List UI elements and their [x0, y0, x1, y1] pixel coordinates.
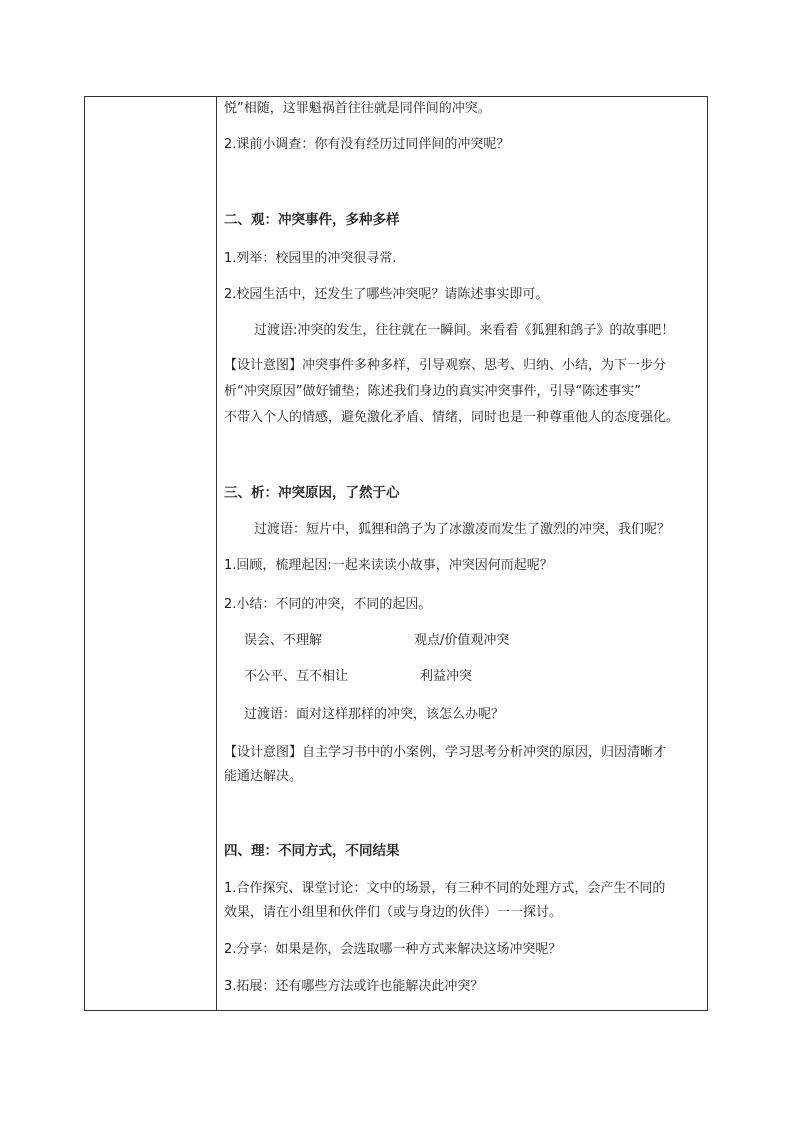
- design-intent-line: 能通达解决。: [224, 769, 303, 784]
- text-line: 1.合作探究、课堂讨论：文中的场景，有三种不同的处理方式，会产生不同的: [224, 881, 666, 896]
- cause-item: 不公平、互不相让: [244, 669, 349, 684]
- design-intent-line: 析“冲突原因”做好铺垫；陈述我们身边的真实冲突事件，引导“陈述事实”: [224, 384, 641, 399]
- section-heading-2: 二、观：冲突事件，多种多样: [224, 212, 400, 228]
- text-line: 1.列举：校园里的冲突很寻常.: [224, 251, 397, 266]
- text-line: 2.小结：不同的冲突，不同的起因。: [224, 597, 432, 612]
- text-line: 3.拓展：还有哪些方法或许也能解决此冲突？: [224, 979, 484, 994]
- text-line: 1.回顾，梳理起因:一起来读读小故事，冲突因何而起呢？: [224, 558, 553, 573]
- transition-line: 过渡语:冲突的发生，往往就在一瞬间。来看看《狐狸和鸽子》的故事吧！: [254, 323, 675, 338]
- design-intent-line: 不带入个人的情感，避免激化矛盾、情绪，同时也是一种尊重他人的态度强化。: [224, 410, 680, 425]
- text-line: 2.课前小调查：你有没有经历过同伴间的冲突呢？: [224, 137, 510, 152]
- section-heading-3: 三、析：冲突原因，了然于心: [224, 485, 400, 501]
- transition-line: 过渡语：短片中，狐狸和鸽子为了冰激凌而发生了激烈的冲突，我们呢？: [254, 522, 671, 537]
- column-divider: [216, 96, 217, 1011]
- text-line: 2.分享：如果是你，会选取哪一种方式来解决这场冲突呢？: [224, 942, 562, 957]
- section-heading-4: 四、理：不同方式，不同结果: [224, 843, 400, 859]
- cause-type: 观点/价值观冲突: [414, 633, 510, 648]
- text-line: 2.校园生活中，还发生了哪些冲突呢？请陈述事实即可。: [224, 287, 549, 302]
- transition-line: 过渡语：面对这样那样的冲突，该怎么办呢？: [244, 707, 505, 722]
- cause-item: 误会、不理解: [244, 633, 323, 648]
- cause-type: 利益冲突: [420, 669, 473, 684]
- text-line: 效果，请在小组里和伙伴们（或与身边的伙伴）一一探讨。: [224, 905, 563, 920]
- design-intent-line: 【设计意图】冲突事件多种多样，引导观察、思考、归纳、小结，为下一步分: [224, 358, 667, 373]
- design-intent-line: 【设计意图】自主学习书中的小案例，学习思考分析冲突的原因，归因清晰才: [224, 745, 667, 760]
- text-line: 悦”相随，这罪魁祸首往往就是同伴间的冲突。: [224, 101, 491, 116]
- table-frame: [84, 96, 708, 1011]
